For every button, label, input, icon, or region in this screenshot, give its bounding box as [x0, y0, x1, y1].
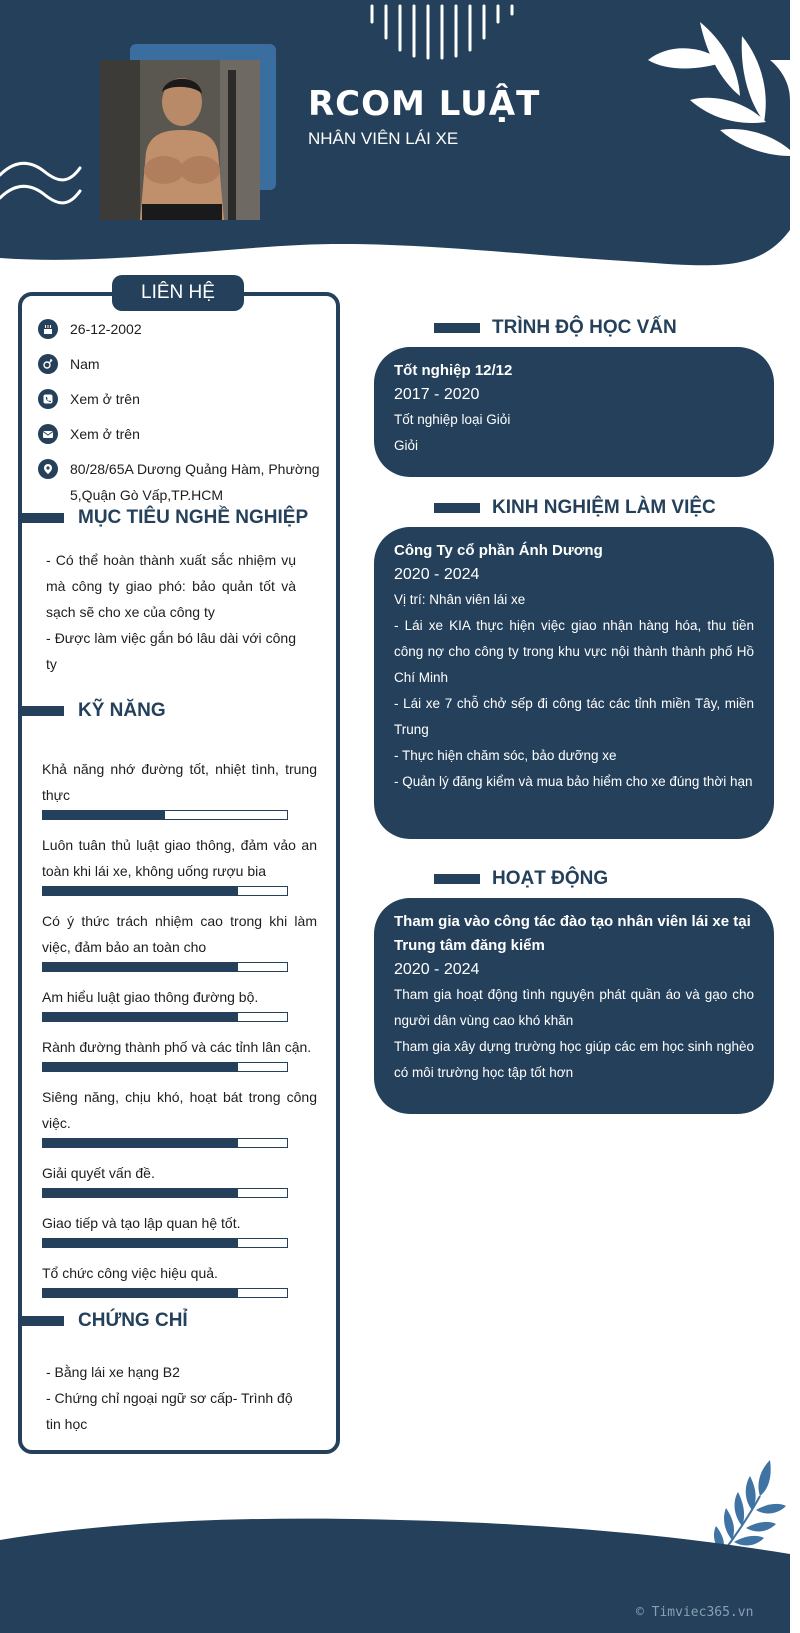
skill-label: Tổ chức công việc hiệu quả.	[42, 1265, 218, 1281]
skill-item	[42, 1210, 317, 1248]
skill-level-bar	[42, 1288, 288, 1298]
activities-section-title	[434, 868, 608, 890]
activity-heading: Tham gia vào công tác đào tạo nhân viên lái xe tại Trung tâm đăng kiểm	[394, 913, 751, 954]
education-period: 2017 - 2020	[394, 386, 480, 403]
skill-item	[42, 756, 317, 820]
skill-level-bar	[42, 962, 288, 972]
skill-level-bar	[42, 1238, 288, 1248]
skill-label: Giải quyết vấn đề.	[42, 1165, 155, 1181]
header-banner	[0, 0, 790, 275]
objective-section-title	[20, 507, 308, 529]
activity-line: Tham gia hoạt động tình nguyện phát quần áo và gạo cho người dân vùng cao khó khăn	[394, 987, 754, 1028]
skills-title-text: KỸ NĂNG	[78, 700, 166, 721]
skill-level-fill	[43, 811, 165, 819]
skill-level-fill	[43, 1189, 238, 1197]
experience-line: - Lái xe KIA thực hiện việc giao nhận hàng hóa, thu tiền công nợ cho công ty trong khu vực nội thành thành phố Hồ Chí Minh	[394, 618, 754, 685]
skill-level-fill	[43, 1139, 238, 1147]
education-heading: Tốt nghiệp 12/12	[394, 362, 513, 379]
footer-watermark: © Timviec365.vn	[636, 1605, 754, 1620]
activities-card	[374, 898, 774, 1114]
birthday-cake-icon	[38, 319, 58, 339]
phone-icon	[38, 389, 58, 409]
title-bar	[434, 323, 480, 333]
profile-photo	[100, 60, 260, 220]
objective-text	[46, 547, 296, 677]
skill-item	[42, 908, 317, 972]
title-bar	[434, 874, 480, 884]
skill-label: Siêng năng, chịu khó, hoạt bát trong công việc.	[42, 1089, 317, 1131]
skill-level-bar	[42, 810, 288, 820]
skill-level-fill	[43, 1289, 238, 1297]
activities-title-text: HOẠT ĐỘNG	[492, 868, 609, 889]
skill-item	[42, 1084, 317, 1148]
candidate-name: RCOM LUẬT	[308, 84, 541, 124]
education-title-text: TRÌNH ĐỘ HỌC VẤN	[492, 317, 677, 338]
activity-line: Tham gia xây dựng trường học giúp các em học sinh nghèo có môi trường học tập tốt hơn	[394, 1039, 754, 1080]
skill-item	[42, 984, 317, 1022]
contact-birthday-text: 26-12-2002	[70, 321, 142, 337]
skills-list	[42, 756, 317, 1310]
contact-email-text: Xem ở trên	[70, 426, 140, 442]
skill-label: Khả năng nhớ đường tốt, nhiệt tình, trung thực	[42, 761, 317, 803]
skill-level-bar	[42, 1012, 288, 1022]
experience-line: Vị trí: Nhân viên lái xe	[394, 592, 526, 607]
education-section-title	[434, 317, 677, 339]
contact-phone	[38, 390, 328, 412]
skill-item	[42, 1260, 317, 1298]
contact-address-text: 80/28/65A Dương Quảng Hàm, Phường 5,Quận Gò Vấp,TP.HCM	[70, 461, 320, 503]
contact-email	[38, 425, 328, 447]
experience-period: 2020 - 2024	[394, 566, 480, 583]
experience-line: - Lái xe 7 chỗ chở sếp đi công tác các tỉnh miền Tây, miền Trung	[394, 696, 754, 737]
certificate-line: - Bằng lái xe hạng B2	[46, 1364, 180, 1380]
skill-label: Am hiểu luật giao thông đường bộ.	[42, 989, 259, 1005]
skill-item	[42, 1160, 317, 1198]
certificates-title-text: CHỨNG CHỈ	[78, 1310, 188, 1331]
skill-level-bar	[42, 886, 288, 896]
skill-level-bar	[42, 1062, 288, 1072]
experience-company: Công Ty cổ phần Ánh Dương	[394, 542, 603, 559]
objective-line: - Được làm việc gắn bó lâu dài với công ty	[46, 630, 296, 672]
skill-label: Giao tiếp và tạo lập quan hệ tốt.	[42, 1215, 241, 1231]
skill-level-fill	[43, 1063, 238, 1071]
skill-level-fill	[43, 887, 238, 895]
skill-label: Có ý thức trách nhiệm cao trong khi làm việc, đảm bảo an toàn cho	[42, 913, 317, 955]
contact-gender-text: Nam	[70, 356, 100, 372]
experience-section-title	[434, 497, 716, 519]
experience-line: - Quản lý đăng kiểm và mua bảo hiểm cho xe đúng thời hạn	[394, 774, 753, 789]
education-line: Giỏi	[394, 438, 419, 453]
email-icon	[38, 424, 58, 444]
experience-title-text: KINH NGHIỆM LÀM VIỆC	[492, 497, 716, 518]
location-pin-icon	[38, 459, 58, 479]
certificates-text	[46, 1359, 306, 1437]
contact-birthday	[38, 320, 328, 342]
job-title: NHÂN VIÊN LÁI XE	[308, 129, 459, 148]
title-bar	[20, 706, 64, 716]
skill-level-bar	[42, 1138, 288, 1148]
certificate-line: - Chứng chỉ ngoại ngữ sơ cấp- Trình độ tin học	[46, 1390, 293, 1432]
contact-address	[38, 460, 328, 508]
contact-gender	[38, 355, 328, 377]
experience-line: - Thực hiện chăm sóc, bảo dưỡng xe	[394, 748, 617, 763]
skill-level-fill	[43, 963, 238, 971]
activity-period: 2020 - 2024	[394, 961, 480, 978]
skill-label: Rành đường thành phố và các tỉnh lân cận.	[42, 1039, 312, 1055]
skill-level-bar	[42, 1188, 288, 1198]
title-bar	[434, 503, 480, 513]
education-card	[374, 347, 774, 477]
skill-item	[42, 832, 317, 896]
skill-item	[42, 1034, 317, 1072]
contact-section-title: LIÊN HỆ	[112, 275, 244, 311]
certificates-section-title	[20, 1310, 188, 1332]
gender-icon	[38, 354, 58, 374]
title-bar	[20, 513, 64, 523]
skill-level-fill	[43, 1013, 238, 1021]
education-line: Tốt nghiệp loại Giỏi	[394, 412, 511, 427]
skill-level-fill	[43, 1239, 238, 1247]
contact-phone-text: Xem ở trên	[70, 391, 140, 407]
skills-section-title	[20, 700, 166, 722]
objective-line: - Có thể hoàn thành xuất sắc nhiệm vụ mà công ty giao phó: bảo quản tốt và sạch sẽ cho xe của công ty	[46, 552, 296, 620]
contact-list	[38, 320, 328, 521]
objective-title-text: MỤC TIÊU NGHỀ NGHIỆP	[78, 507, 309, 528]
title-bar	[20, 1316, 64, 1326]
skill-label: Luôn tuân thủ luật giao thông, đảm vảo an toàn khi lái xe, không uống rượu bia	[42, 837, 317, 879]
experience-card	[374, 527, 774, 839]
